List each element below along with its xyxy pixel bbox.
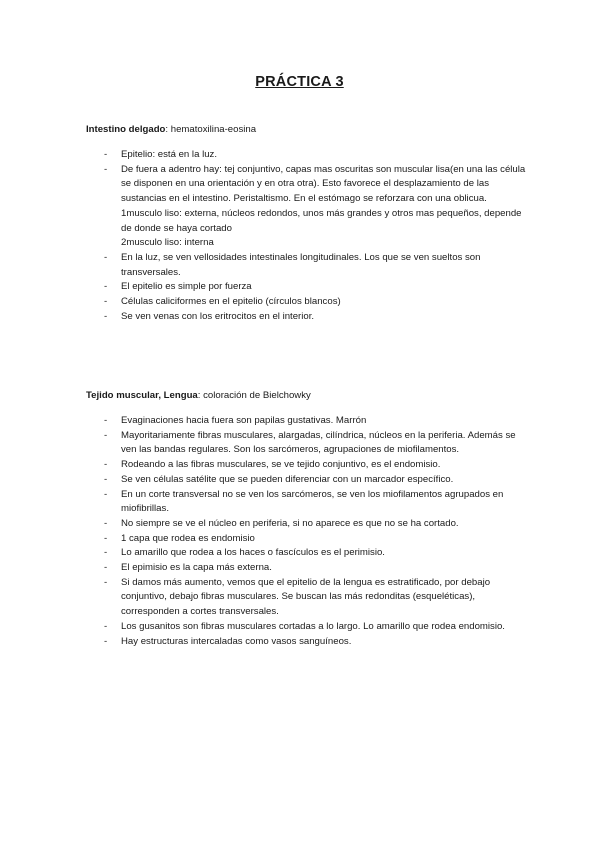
bullet-dash: - <box>104 562 108 574</box>
list-item-text: Rodeando a las fibras musculares, se ve tejido conjuntivo, es el endomisio. <box>121 459 441 471</box>
list-item-text: Los gusanitos son fibras musculares cortadas a lo largo. Lo amarillo que rodea endomisio. <box>121 620 505 632</box>
list-item-text: En la luz, se ven vellosidades intestinales longitudinales. Los que se ven sueltos son transversales. <box>121 251 481 278</box>
section-tejido-muscular <box>86 389 526 649</box>
list-item <box>86 148 526 163</box>
bullet-list <box>86 148 526 324</box>
bullet-dash: - <box>104 459 108 471</box>
list-item-text: Hay estructuras intercaladas como vasos sanguíneos. <box>121 635 352 647</box>
list-item <box>86 620 526 635</box>
section-heading-bold: Tejido muscular, Lengua <box>86 390 198 401</box>
list-item <box>86 473 526 488</box>
bullet-dash: - <box>104 149 108 160</box>
list-item-text: 2musculo liso: interna <box>121 237 214 249</box>
list-item-text: Si damos más aumento, vemos que el epitelio de la lengua es estratificado, por debajo conjuntivo, debajo fibras musculares. Se buscan las más redonditas (esqueléticas), corresponden a cortes transversales. <box>121 576 491 618</box>
list-item <box>86 295 526 310</box>
bullet-dash: - <box>104 488 108 500</box>
bullet-dash: - <box>104 576 108 588</box>
list-item <box>86 163 526 251</box>
bullet-dash: - <box>104 251 108 263</box>
list-item <box>86 517 526 532</box>
section-heading-bold: Intestino delgado <box>86 124 166 135</box>
list-item-text: Evaginaciones hacia fuera son papilas gustativas. Marrón <box>121 415 367 426</box>
list-item <box>86 532 526 547</box>
section-heading <box>86 123 526 137</box>
bullet-dash: - <box>104 310 108 322</box>
list-item-text: Se ven células satélite que se pueden diferenciar con un marcador específico. <box>121 473 454 485</box>
bullet-dash: - <box>104 517 108 529</box>
list-item-text: No siempre se ve el núcleo en periferia, si no aparece es que no se ha cortado. <box>121 517 459 529</box>
section-heading-rest: : coloración de Bielchowky <box>197 390 311 401</box>
list-item <box>86 488 526 517</box>
list-item-text: 1musculo liso: externa, núcleos redondos, unos más grandes y otros mas pequeños, depende de donde se haya cortado <box>121 207 522 234</box>
bullet-dash: - <box>104 635 108 647</box>
bullet-dash: - <box>104 296 108 308</box>
list-item <box>86 251 526 280</box>
section-heading <box>86 389 526 403</box>
bullet-dash: - <box>104 415 108 426</box>
list-item <box>86 414 526 429</box>
list-item-text: De fuera a adentro hay: tej conjuntivo, capas mas oscuritas son muscular lisa(en una las célula se disponen en una orientación y en otra otra). Esto favorece el desplazamiento de las sustancias en el intestino. Peristaltismo. En el estómago se reforzara con una oblicua. <box>121 163 526 205</box>
bullet-dash: - <box>104 163 108 175</box>
bullet-dash: - <box>104 473 108 485</box>
bullet-list <box>86 414 526 649</box>
list-item <box>86 310 526 325</box>
list-item-text: En un corte transversal no se ven los sarcómeros, se ven los miofilamentos agrupados en miofibrillas. <box>121 488 504 515</box>
list-item-text: Mayoritariamente fibras musculares, alargadas, cilíndrica, núcleos en la periferia. Además se ven las bandas regulares. Son los sarcómeros, agrupaciones de miofilamentos. <box>121 429 516 456</box>
bullet-dash: - <box>104 620 108 632</box>
section-intestino-delgado <box>86 123 526 324</box>
list-item-text: El epitelio es simple por fuerza <box>121 281 252 293</box>
list-item-text: 1 capa que rodea es endomisio <box>121 532 255 544</box>
bullet-dash: - <box>104 429 108 441</box>
list-item <box>86 429 526 458</box>
list-item-text: El epimisio es la capa más externa. <box>121 562 272 574</box>
list-item-text: Epitelio: está en la luz. <box>121 149 217 160</box>
section-heading-rest: : hematoxilina-eosina <box>165 124 257 135</box>
list-item <box>86 576 526 620</box>
list-item <box>86 561 526 576</box>
list-item <box>86 458 526 473</box>
bullet-dash: - <box>104 532 108 544</box>
list-item-text: Células caliciformes en el epitelio (círculos blancos) <box>121 296 341 308</box>
bullet-dash: - <box>104 281 108 293</box>
bullet-dash: - <box>104 547 108 559</box>
list-item-text: Lo amarillo que rodea a los haces o fascículos es el perimisio. <box>121 547 385 559</box>
list-item-text: Se ven venas con los eritrocitos en el interior. <box>121 310 315 322</box>
list-item <box>86 546 526 561</box>
list-item <box>86 635 526 650</box>
page-title: PRÁCTICA 3 <box>255 74 344 90</box>
list-item <box>86 280 526 295</box>
